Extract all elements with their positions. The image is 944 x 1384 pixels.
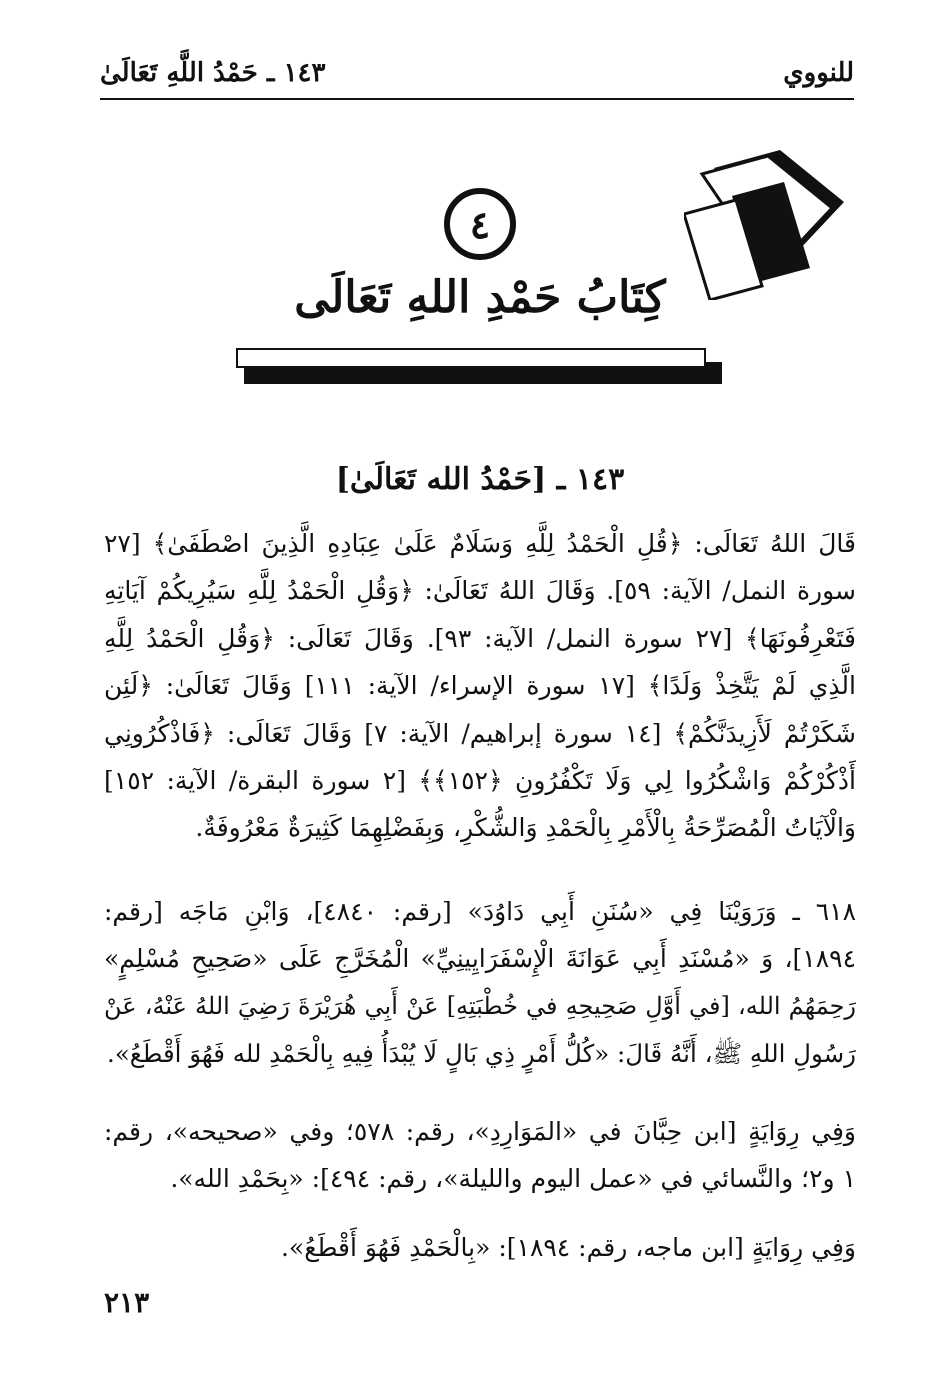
- running-header: [100, 50, 854, 100]
- text-line: ١٨٩٤]، وَ «مُسْنَدِ أَبِي عَوَانَةَ الْإِسْفَرَايِينِيِّ» الْمُخَرَّجِ عَلَى «صَحِيحِ مُسْلِمٍ»: [104, 944, 856, 974]
- chapter-number-circle: [444, 188, 516, 260]
- text-line: ١ و٢؛ والنَّسائي في «عمل اليوم والليلة»، رقم: ٤٩٤]: «بِحَمْدِ الله».: [170, 1164, 856, 1194]
- page-number: ٢١٣: [104, 1286, 150, 1319]
- title-bar-frame: [236, 348, 706, 368]
- paragraph-hadith-618: [104, 888, 856, 1078]
- paragraph-narration-ibn-hibban: [104, 1108, 856, 1203]
- title-bar-ornament: [236, 348, 722, 384]
- text-line: الَّذِي لَمْ يَتَّخِذْ وَلَدًا﴾ [١٧ سورة الإسراء/ الآية: ١١١] وَقَالَ تَعَالَىٰ: ﴿لَئِن: [104, 671, 856, 701]
- paragraph-verses: [104, 520, 856, 852]
- text-line: فَتَعْرِفُونَهَا﴾ [٢٧ سورة النمل/ الآية: ٩٣]. وَقَالَ تَعَالَى: ﴿وَقُلِ الْحَمْدُ لِلَّهِ: [104, 623, 856, 653]
- chapter-title: كِتَابُ حَمْدِ اللهِ تَعَالَى: [294, 272, 666, 323]
- header-book-name: للنووي: [783, 58, 854, 88]
- text-line: أَذْكُرْكُمْ وَاشْكُرُوا لِي وَلَا تَكْفُرُونِ ﴿١٥٢﴾﴾ [٢ سورة البقرة/ الآية: ١٥٢]: [104, 765, 856, 795]
- text-line: ٦١٨ ـ وَرَوَيْنَا فِي «سُنَنِ أَبِي دَاوُدَ» [رقم: ٤٨٤٠]، وَابْنِ مَاجَه [رقم:: [104, 897, 856, 926]
- text-line: شَكَرْتُمْ لَأَزِيدَنَّكُمْ﴾ [١٤ سورة إبراهيم/ الآية: ٧] وَقَالَ تَعَالَى: ﴿فَاذْكُرُونِي: [104, 718, 856, 748]
- text-line: رَسُولِ اللهِ ﷺ، أَنَّهُ قَالَ: «كُلُّ أَمْرٍ ذِي بَالٍ لَا يُبْدَأُ فِيهِ بِالْحَمْدِ لله فَهُوَ أَقْطَعُ».: [107, 1039, 856, 1069]
- text-line: وَالْآيَاتُ الْمُصَرِّحَةُ بِالْأَمْرِ بِالْحَمْدِ وَالشُّكْرِ، وَبِفَضْلِهِمَا كَثِيرَةٌ مَعْرُوفَةٌ.: [195, 813, 856, 843]
- text-line: وَفِي رِوَايَةٍ [ابن حِبَّانَ في «المَوَارِدِ»، رقم: ٥٧٨؛ وفي «صحيحه»، رقم:: [104, 1117, 856, 1146]
- header-section-label: ١٤٣ ـ حَمْدُ اللَّهِ تَعَالَىٰ: [100, 58, 326, 88]
- paragraph-narration-ibn-majah: [104, 1224, 856, 1271]
- text-line: رَحِمَهُمُ الله، [في أَوَّلِ صَحِيحِهِ في خُطْبَتِهِ] عَنْ أَبِي هُرَيْرَةَ رَضِيَ اللهُ عَنْهُ، عَنْ: [104, 991, 856, 1020]
- text-line: سورة النمل/ الآية: ٥٩]. وَقَالَ اللهُ تَعَالَىٰ: ﴿وَقُلِ الْحَمْدُ لِلَّهِ سَيُرِيكُمْ آيَاتِهِ: [104, 576, 856, 606]
- chapter-number: ٤: [469, 201, 491, 247]
- text-line: وَفِي رِوَايَةٍ [ابن ماجه، رقم: ١٨٩٤]: «بِالْحَمْدِ فَهُوَ أَقْطَعُ».: [280, 1233, 856, 1262]
- text-line: قَالَ اللهُ تَعَالَى: ﴿قُلِ الْحَمْدُ لِلَّهِ وَسَلَامٌ عَلَىٰ عِبَادِهِ الَّذِينَ اصْطَفَىٰ﴾ [٢٧: [104, 529, 856, 558]
- section-title: ١٤٣ ـ [حَمْدُ الله تَعَالَىٰ]: [335, 462, 625, 497]
